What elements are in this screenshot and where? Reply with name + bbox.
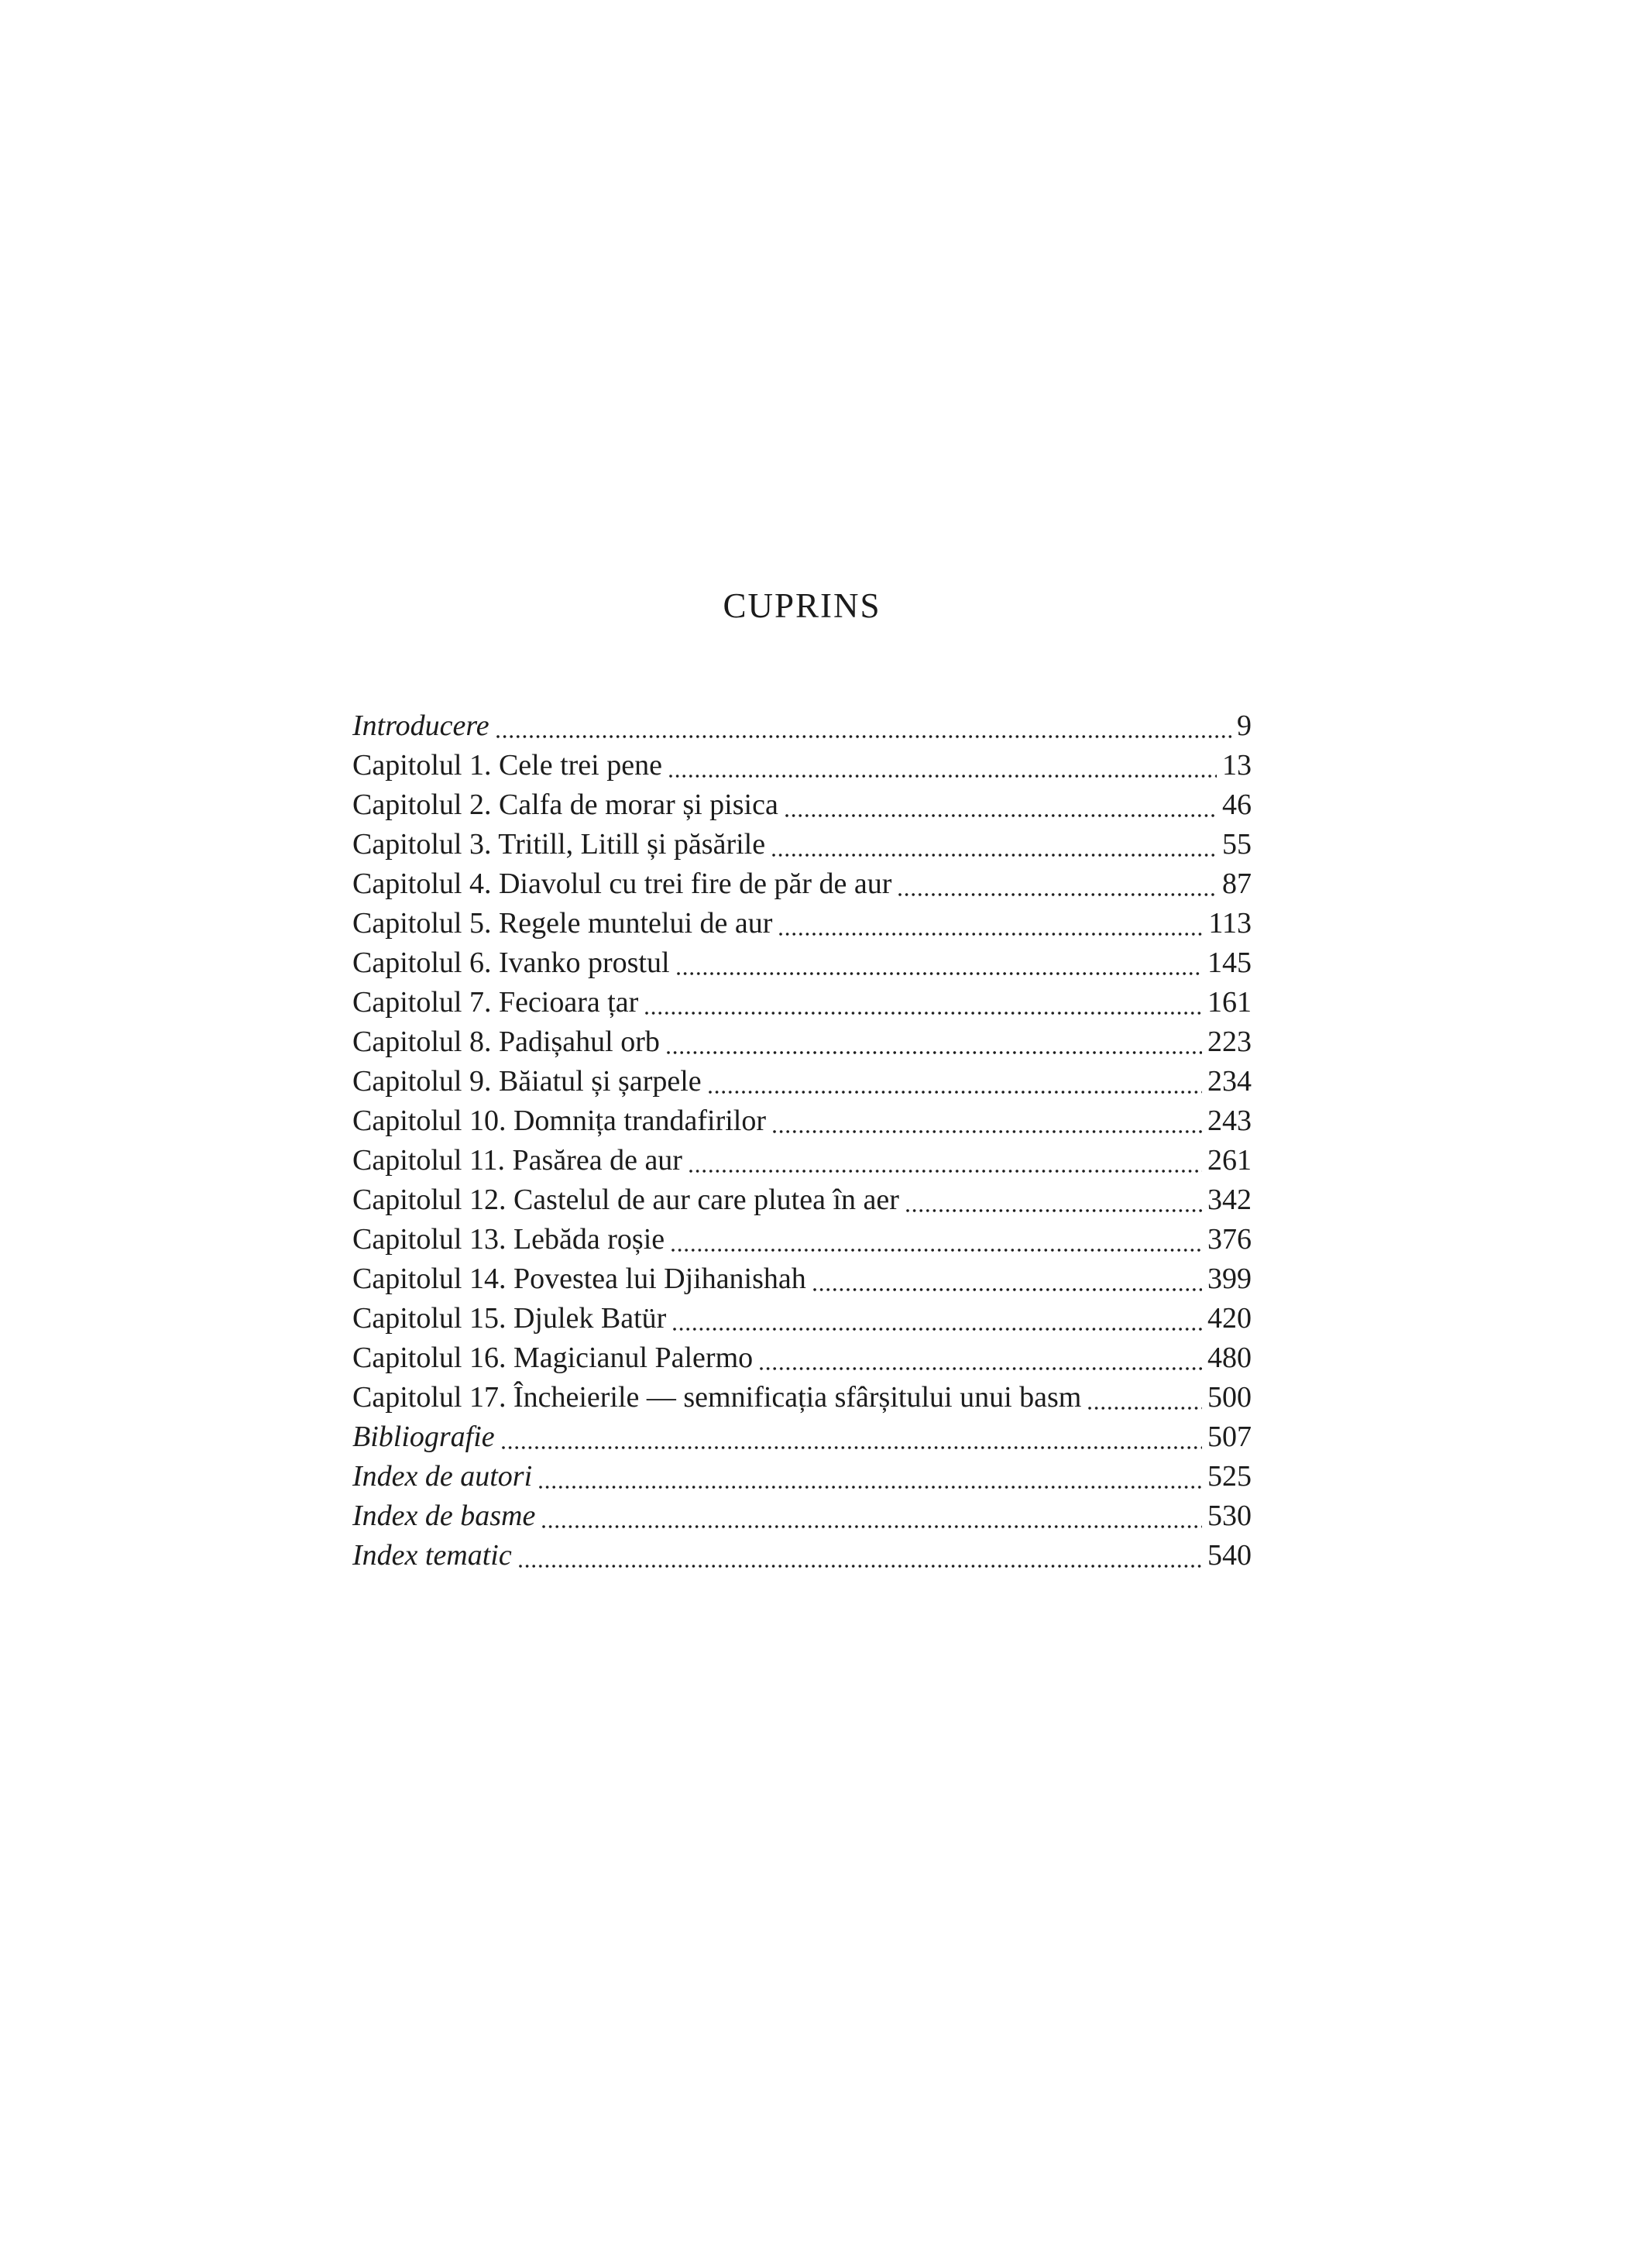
toc-entry-page: 234 [1207,1065,1252,1098]
toc-entry-title: Introducere [352,709,489,742]
toc-entry-title: Capitolul 6. Ivanko prostul [352,947,670,979]
toc-entry-page: 223 [1207,1026,1252,1058]
toc-entry-title: Capitolul 15. Djulek Batür [352,1302,667,1335]
toc-entry-title: Capitolul 9. Băiatul și șarpele [352,1065,702,1098]
dot-leader [709,1091,1202,1094]
toc-entry [352,706,1252,746]
toc-entry-page: 480 [1207,1342,1252,1374]
dot-leader [667,1051,1202,1054]
toc-entry-title: Capitolul 5. Regele muntelui de aur [352,907,773,940]
toc-entry [352,1220,1252,1259]
toc-entry-title: Capitolul 2. Calfa de morar și pisica [352,789,778,821]
dot-leader [773,1130,1202,1133]
toc-entry-title: Capitolul 11. Pasărea de aur [352,1144,682,1177]
dot-leader [669,775,1217,778]
toc-entry [352,785,1252,825]
toc-entry [352,1417,1252,1457]
toc-entry-page: 261 [1207,1144,1252,1177]
toc-entry-page: 145 [1207,947,1252,979]
toc-entry [352,1259,1252,1299]
dot-leader [772,854,1217,857]
toc-entry-page: 376 [1207,1223,1252,1256]
text-block [352,586,1252,1575]
toc-entry-title: Index tematic [352,1539,512,1572]
toc-entry-page: 530 [1207,1500,1252,1532]
toc-entry [352,746,1252,785]
page-title: CUPRINS [723,586,881,625]
toc-entry [352,1338,1252,1378]
toc-entry-title: Capitolul 16. Magicianul Palermo [352,1342,754,1374]
dot-leader [539,1486,1202,1489]
toc-entry [352,1022,1252,1062]
toc-entry [352,1141,1252,1180]
dot-leader [779,933,1203,936]
toc-entry-page: 9 [1237,709,1252,742]
dot-leader [673,1328,1202,1331]
toc-entry [352,1496,1252,1536]
toc-entry-title: Index de autori [352,1460,533,1493]
toc-entry [352,1457,1252,1496]
toc-entry [352,825,1252,864]
toc-entry [352,1062,1252,1101]
toc-entry-title: Capitolul 13. Lebăda roșie [352,1223,665,1256]
toc-entry-page: 507 [1207,1421,1252,1453]
toc-entry-page: 243 [1207,1105,1252,1137]
toc-entry [352,1101,1252,1141]
toc-entry-page: 46 [1222,789,1252,821]
toc-entry-page: 399 [1207,1263,1252,1295]
toc-entry-title: Capitolul 14. Povestea lui Djihanishah [352,1263,806,1295]
dot-leader [785,814,1217,817]
dot-leader [1088,1407,1202,1410]
toc-entry-page: 420 [1207,1302,1252,1335]
toc-entry-title: Capitolul 8. Padișahul orb [352,1026,660,1058]
toc-entry-page: 55 [1222,828,1252,861]
toc-entry-title: Bibliografie [352,1421,495,1453]
toc-entry-title: Capitolul 3. Tritill, Litill și păsările [352,828,766,861]
dot-leader [542,1525,1202,1528]
toc-entry-title: Capitolul 7. Fecioara țar [352,986,639,1019]
dot-leader [906,1209,1202,1212]
toc-entry-page: 113 [1208,907,1252,940]
toc-entry [352,1180,1252,1220]
toc-entry-page: 500 [1207,1381,1252,1414]
toc-entry [352,943,1252,983]
toc-entry-title: Index de basme [352,1500,536,1532]
toc-entry [352,983,1252,1022]
dot-leader [502,1446,1202,1449]
toc-entry [352,1536,1252,1575]
dot-leader [645,1012,1202,1015]
toc-entry [352,904,1252,943]
toc-entry-title: Capitolul 17. Încheierile — semnificația sfârșitului unui basm [352,1381,1082,1414]
toc-entry-page: 161 [1207,986,1252,1019]
dot-leader [519,1565,1202,1568]
dot-leader [813,1288,1202,1291]
toc-entry [352,864,1252,904]
dot-leader [677,972,1202,975]
toc-entry-page: 540 [1207,1539,1252,1572]
toc-entry-title: Capitolul 10. Domnița trandafirilor [352,1105,767,1137]
dot-leader [689,1170,1202,1173]
toc-entry-page: 342 [1207,1184,1252,1216]
toc-entry [352,1378,1252,1417]
table-of-contents [352,706,1252,1575]
toc-entry-title: Capitolul 1. Cele trei pene [352,749,662,782]
dot-leader [671,1249,1202,1252]
dot-leader [496,735,1231,738]
toc-entry-title: Capitolul 4. Diavolul cu trei fire de păr de aur [352,868,892,900]
dot-leader [898,893,1217,896]
toc-entry [352,1299,1252,1338]
toc-entry-page: 13 [1222,749,1252,782]
toc-entry-title: Capitolul 12. Castelul de aur care plutea în aer [352,1184,899,1216]
toc-entry-page: 525 [1207,1460,1252,1493]
dot-leader [760,1367,1202,1370]
toc-entry-page: 87 [1222,868,1252,900]
